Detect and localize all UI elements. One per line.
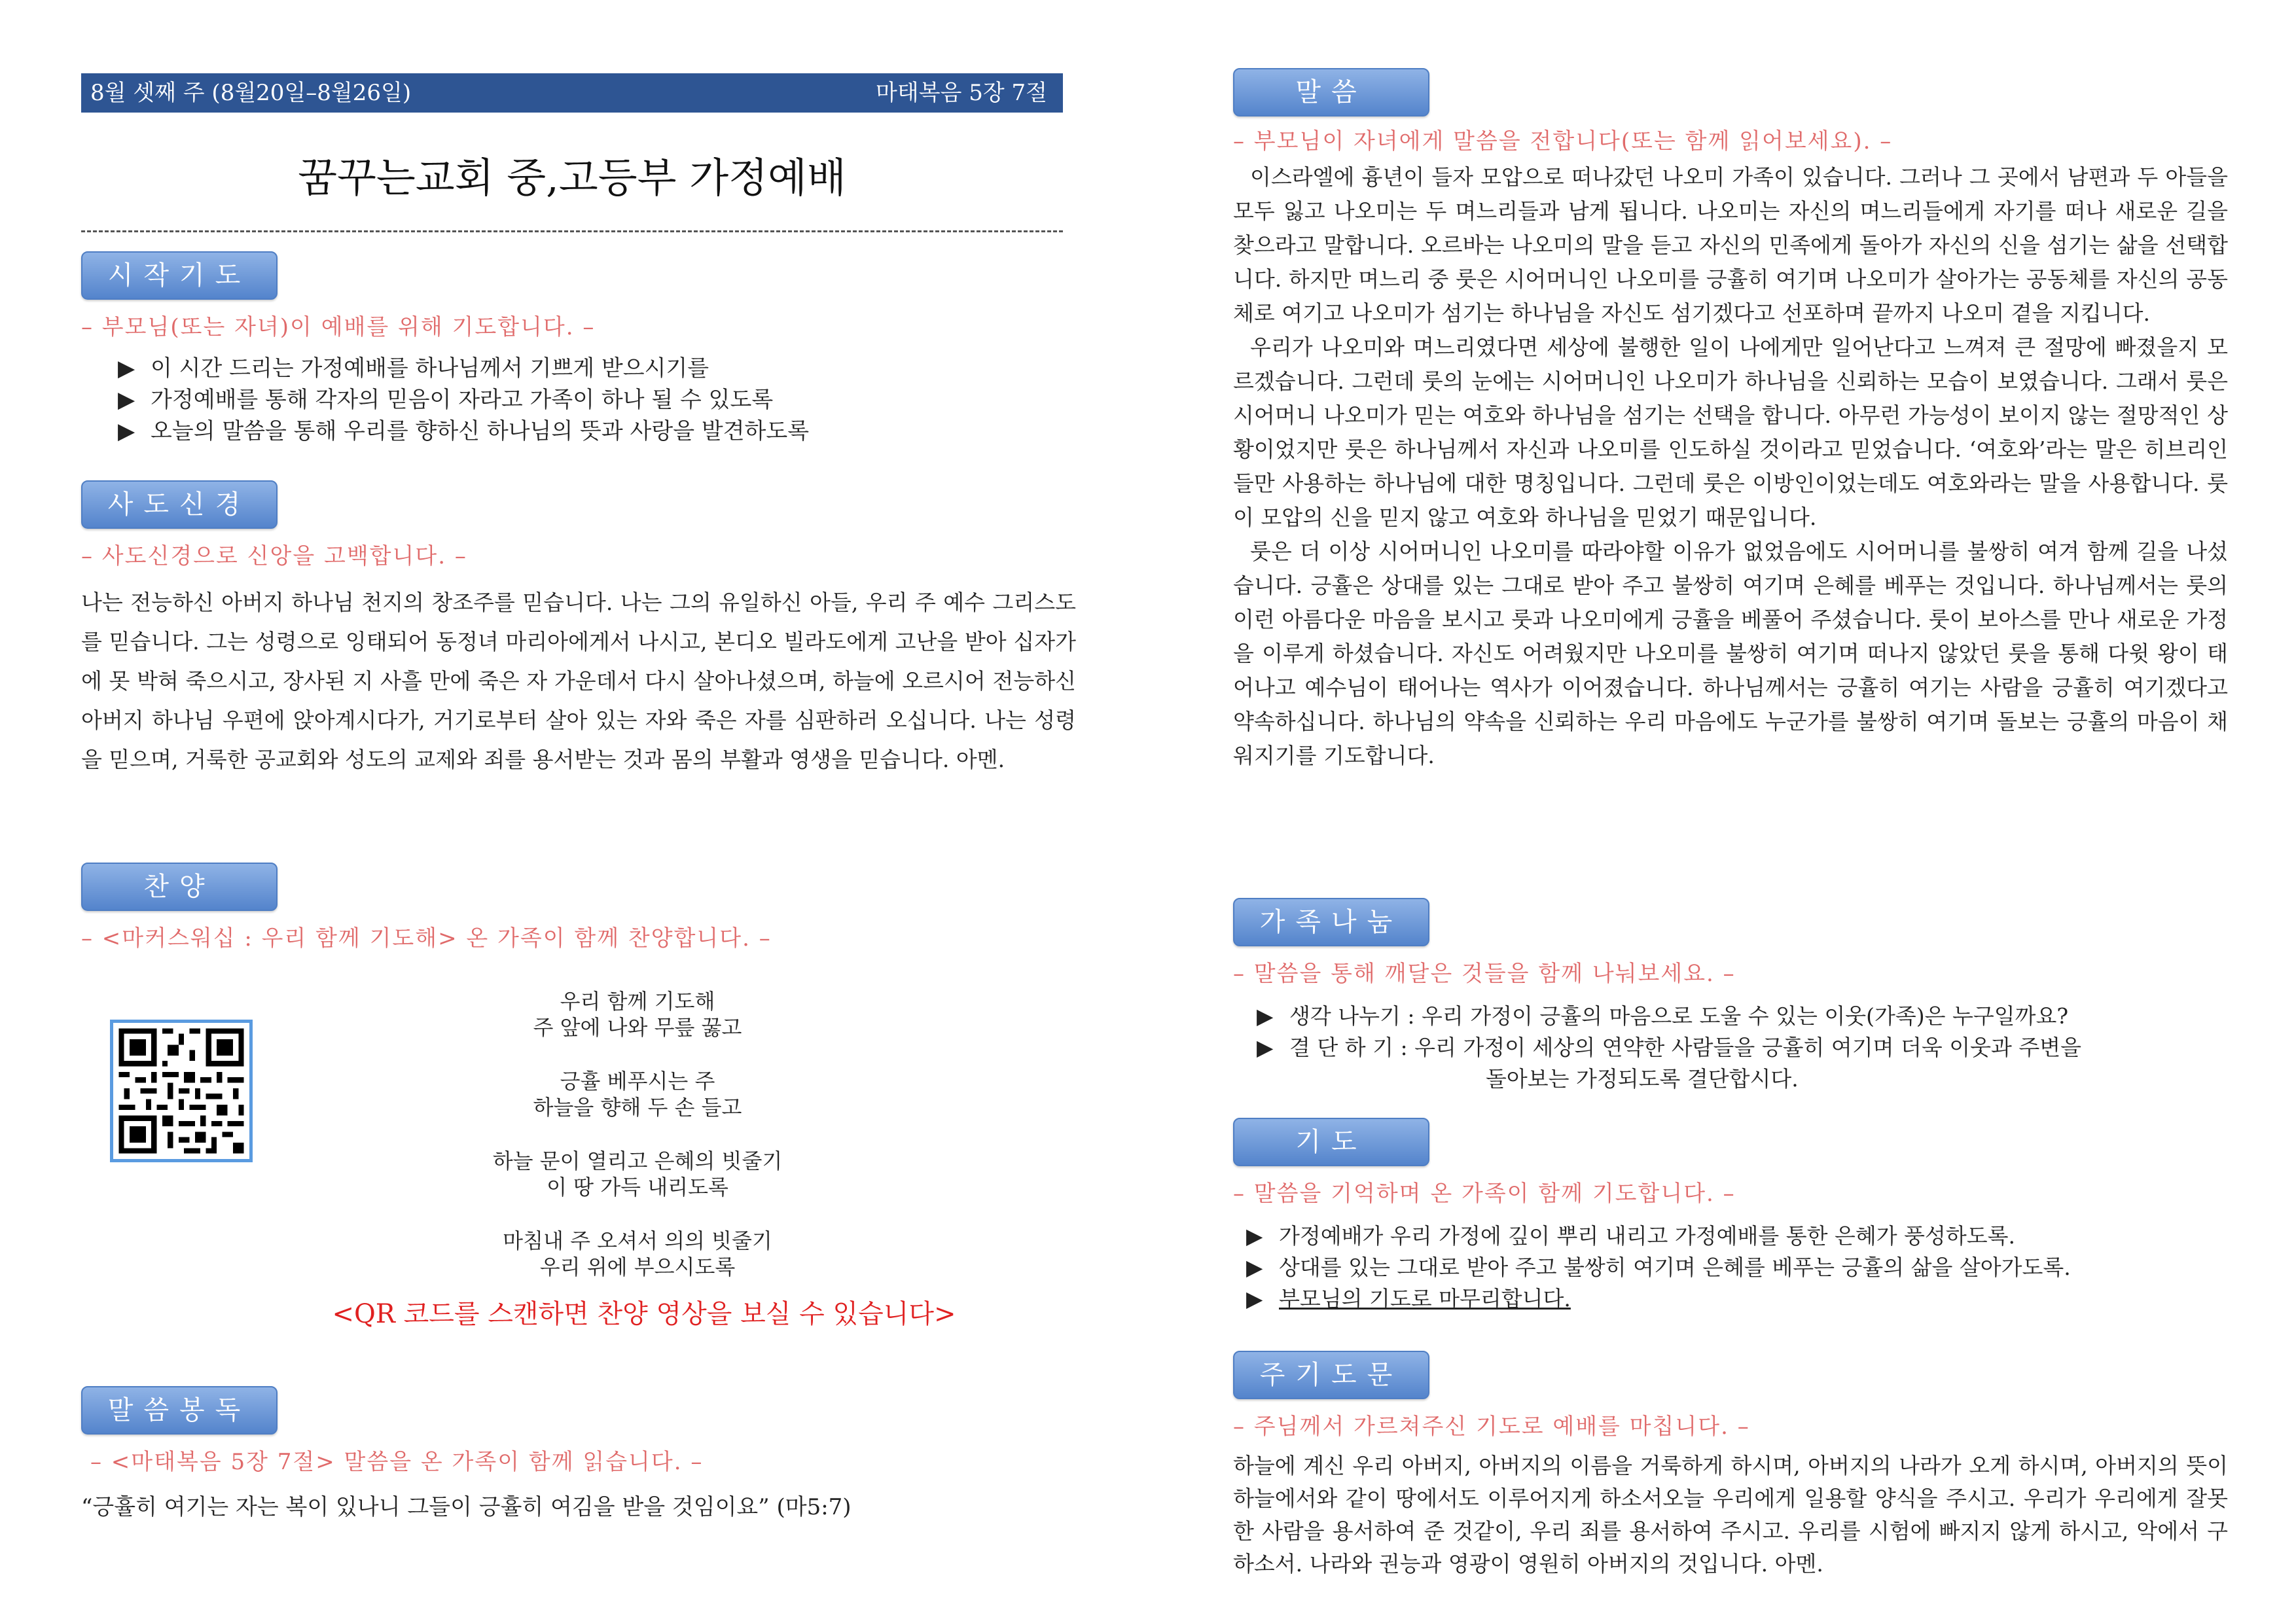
creed-section <box>81 480 1076 779</box>
list-item: ▶ 부모님의 기도로 마무리합니다. <box>1246 1283 2228 1315</box>
qr-code-icon[interactable] <box>110 1020 253 1162</box>
section-subtitle: – 부모님이 자녀에게 말씀을 전합니다(또는 함께 읽어보세요). – <box>1233 128 1893 154</box>
list-item: ▶ 가정예배가 우리 가정에 깊이 뿌리 내리고 가정예배를 통한 은혜가 풍성하도록. <box>1246 1221 2228 1252</box>
section-subtitle: – 사도신경으로 신앙을 고백합니다. – <box>81 543 467 569</box>
lyric-line: 긍휼 베푸시는 주 <box>560 1069 715 1094</box>
prayer-section <box>1233 1118 2228 1315</box>
scripture-verse: “긍휼히 여기는 자는 복이 있나니 그들이 긍휼히 여김을 받을 것임이요” (마5:7) <box>81 1494 852 1520</box>
opening-prayer-section <box>81 251 1076 447</box>
dashed-divider <box>81 230 1063 232</box>
triangle-bullet-icon: ▶ <box>1246 1255 1263 1280</box>
section-heading: 기도 <box>1233 1118 1429 1166</box>
list-item: ▶ 결 단 하 기 : 우리 가정이 세상의 연약한 사람들을 긍휼히 여기며 더욱 이웃과 주변을 돌아보는 가정되도록 결단합시다. <box>1257 1032 2228 1095</box>
lyric-line: 우리 함께 기도해 <box>560 989 715 1014</box>
section-subtitle: – <마태복음 5장 7절> 말씀을 온 가족이 함께 읽습니다. – <box>90 1449 704 1475</box>
lyric-line: 주 앞에 나와 무릎 꿇고 <box>533 1015 742 1040</box>
week-banner <box>81 73 1063 113</box>
sermon-paragraph: 우리가 나오미와 며느리였다면 세상에 불행한 일이 나에게만 일어난다고 느껴져 큰 절망에 빠졌을지 모르겠습니다. 그런데 룻의 눈에는 시어머니인 나오미가 하나님을 신뢰하는 모습이 보였습니다. 그래서 룻은 시어머니 나오미가 믿는 여호와 하나님을 섬기는 선택을 합니다. 아무런 가능성이 보이지 않는 절망적인 상황이었지만 룻은 하나님께서 자신과 나오미를 인도하실 것이라고 믿었습니다. ‘여호와’라는 말은 히브리인들만 사용하는 하나님에 대한 명칭입니다. 그런데 룻은 이방인이었는데도 여호와라는 말을 사용합니다. 룻이 모압의 신을 믿지 않고 여호와 하나님을 믿었기 때문입니다. <box>1233 334 2228 530</box>
section-subtitle: – <마커스워십 : 우리 함께 기도해> 온 가족이 함께 찬양합니다. – <box>81 925 772 952</box>
triangle-bullet-icon: ▶ <box>1246 1286 1263 1311</box>
section-heading: 시작기도 <box>81 251 278 300</box>
list-item: ▶ 오늘의 말씀을 통해 우리를 향하신 하나님의 뜻과 사랑을 발견하도록 <box>118 416 1076 447</box>
lyric-line: 하늘을 향해 두 손 들고 <box>533 1095 742 1120</box>
section-heading: 사도신경 <box>81 480 278 529</box>
scripture-reference: 마태복음 5장 7절 <box>876 80 1047 106</box>
lords-prayer-text: 하늘에 계신 우리 아버지, 아버지의 이름을 거룩하게 하시며, 아버지의 나라가 오게 하시며, 아버지의 뜻이 하늘에서와 같이 땅에서도 이루어지게 하소서오늘 우리에게 일용할 양식을 주시고. 우리가 우리에게 잘못한 사람을 용서하여 준 것같이, 우리 죄를 용서하여 주시고. 우리를 시험에 빠지지 않게 하시고, 악에서 구하소서. 나라와 권능과 영광이 영원히 아버지의 것입니다. 아멘. <box>1233 1453 2228 1577</box>
section-heading: 가족나눔 <box>1233 898 1429 946</box>
section-subtitle: – 부모님(또는 자녀)이 예배를 위해 기도합니다. – <box>81 314 596 340</box>
lyric-line: 우리 위에 부으시도록 <box>539 1255 736 1279</box>
qr-note: <QR 코드를 스캔하면 찬양 영상을 보실 수 있습니다> <box>332 1299 956 1329</box>
list-item: ▶ 가정예배를 통해 각자의 믿음이 자라고 가족이 하나 될 수 있도록 <box>118 384 1076 416</box>
family-sharing-list <box>1233 1001 2228 1095</box>
creed-text: 나는 전능하신 아버지 하나님 천지의 창조주를 믿습니다. 나는 그의 유일하신 아들, 우리 주 예수 그리스도를 믿습니다. 그는 성령으로 잉태되어 동정녀 마리아에게서 나시고, 본디오 빌라도에게 고난을 받아 십자가에 못 박혀 죽으시고, 장사된 지 사흘 만에 죽은 자 가운데서 다시 살아나셨으며, 하늘에 오르시어 전능하신 아버지 하나님 우편에 앉아계시다가, 거기로부터 살아 있는 자와 죽은 자를 심판하러 오십니다. 나는 성령을 믿으며, 거룩한 공교회와 성도의 교제와 죄를 용서받는 것과 몸의 부활과 영생을 믿습니다. 아멘. <box>81 590 1076 772</box>
page-title: 꿈꾸는교회 중,고등부 가정예배 <box>298 154 846 202</box>
praise-section <box>81 863 1076 952</box>
list-item: ▶ 상대를 있는 그대로 받아 주고 불쌍히 여기며 은혜를 베푸는 긍휼의 삶을 살아가도록. <box>1246 1252 2228 1283</box>
section-subtitle: – 말씀을 통해 깨달은 것들을 함께 나눠보세요. – <box>1233 961 1736 987</box>
triangle-bullet-icon: ▶ <box>118 355 135 382</box>
section-heading: 찬양 <box>81 863 278 911</box>
section-heading: 주기도문 <box>1233 1351 1429 1399</box>
section-heading: 말씀 <box>1233 68 1429 116</box>
triangle-bullet-icon: ▶ <box>118 418 135 444</box>
triangle-bullet-icon: ▶ <box>1246 1223 1263 1249</box>
praise-lyrics <box>402 988 873 1280</box>
prayer-list <box>1233 1221 2228 1315</box>
lyric-line: 이 땅 가득 내리도록 <box>547 1175 728 1200</box>
opening-prayer-list <box>81 353 1076 447</box>
section-heading: 말씀봉독 <box>81 1386 278 1435</box>
lyric-line: 하늘 문이 열리고 은혜의 빗줄기 <box>492 1149 783 1173</box>
week-label: 8월 셋째 주 (8월20일–8월26일) <box>90 80 412 106</box>
reading-section <box>81 1386 1076 1521</box>
sermon-section <box>1233 68 2228 773</box>
triangle-bullet-icon: ▶ <box>1257 1035 1274 1060</box>
triangle-bullet-icon: ▶ <box>1257 1003 1274 1029</box>
sermon-paragraph: 이스라엘에 흉년이 들자 모압으로 떠나갔던 나오미 가족이 있습니다. 그러나 그 곳에서 남편과 두 아들을 모두 잃고 나오미는 두 며느리들과 남게 됩니다. 나오미는 자신의 며느리들에게 자기를 떠나 새로운 길을 찾으라고 말합니다. 오르바는 나오미의 말을 듣고 자신의 민족에게 돌아가 자신의 신을 섬기는 삶을 선택합니다. 하지만 며느리 중 룻은 시어머니인 나오미를 긍휼히 여기며 나오미가 살아가는 공동체를 자신의 공동체로 여기고 나오미가 섬기는 하나님을 자신도 섬기겠다고 선포하며 끝까지 나오미 곁을 지킵니다. <box>1233 164 2228 326</box>
list-item: ▶ 생각 나누기 : 우리 가정이 긍휼의 마음으로 도울 수 있는 이웃(가족)은 누구일까요? <box>1257 1001 2228 1032</box>
section-subtitle: – 말씀을 기억하며 온 가족이 함께 기도합니다. – <box>1233 1181 1736 1207</box>
family-sharing-section <box>1233 898 2228 1095</box>
lyric-line: 마침내 주 오셔서 의의 빗줄기 <box>503 1228 772 1253</box>
sermon-paragraph: 룻은 더 이상 시어머니인 나오미를 따라야할 이유가 없었음에도 시어머니를 불쌍히 여겨 함께 길을 나섰습니다. 긍휼은 상대를 있는 그대로 받아 주고 불쌍히 여기며 은혜를 베푸는 것입니다. 하나님께서는 룻의 이런 아름다운 마음을 보시고 룻과 나오미에게 긍휼을 베풀어 주셨습니다. 룻이 보아스를 만나 새로운 가정을 이루게 하셨습니다. 자신도 어려웠지만 나오미를 불쌍히 여기며 떠나지 않았던 룻을 통해 다윗 왕이 태어나고 예수님이 태어나는 역사가 이어졌습니다. 하나님께서는 긍휼히 여기는 사람을 긍휼히 여기겠다고 약속하십니다. 하나님의 약속을 신뢰하는 우리 마음에도 누군가를 불쌍히 여기며 돌보는 긍휼의 마음이 채워지기를 기도합니다. <box>1233 539 2228 768</box>
list-item: ▶ 이 시간 드리는 가정예배를 하나님께서 기쁘게 받으시기를 <box>118 353 1076 384</box>
triangle-bullet-icon: ▶ <box>118 387 135 413</box>
section-subtitle: – 주님께서 가르쳐주신 기도로 예배를 마칩니다. – <box>1233 1414 1750 1440</box>
lords-prayer-section <box>1233 1351 2228 1580</box>
